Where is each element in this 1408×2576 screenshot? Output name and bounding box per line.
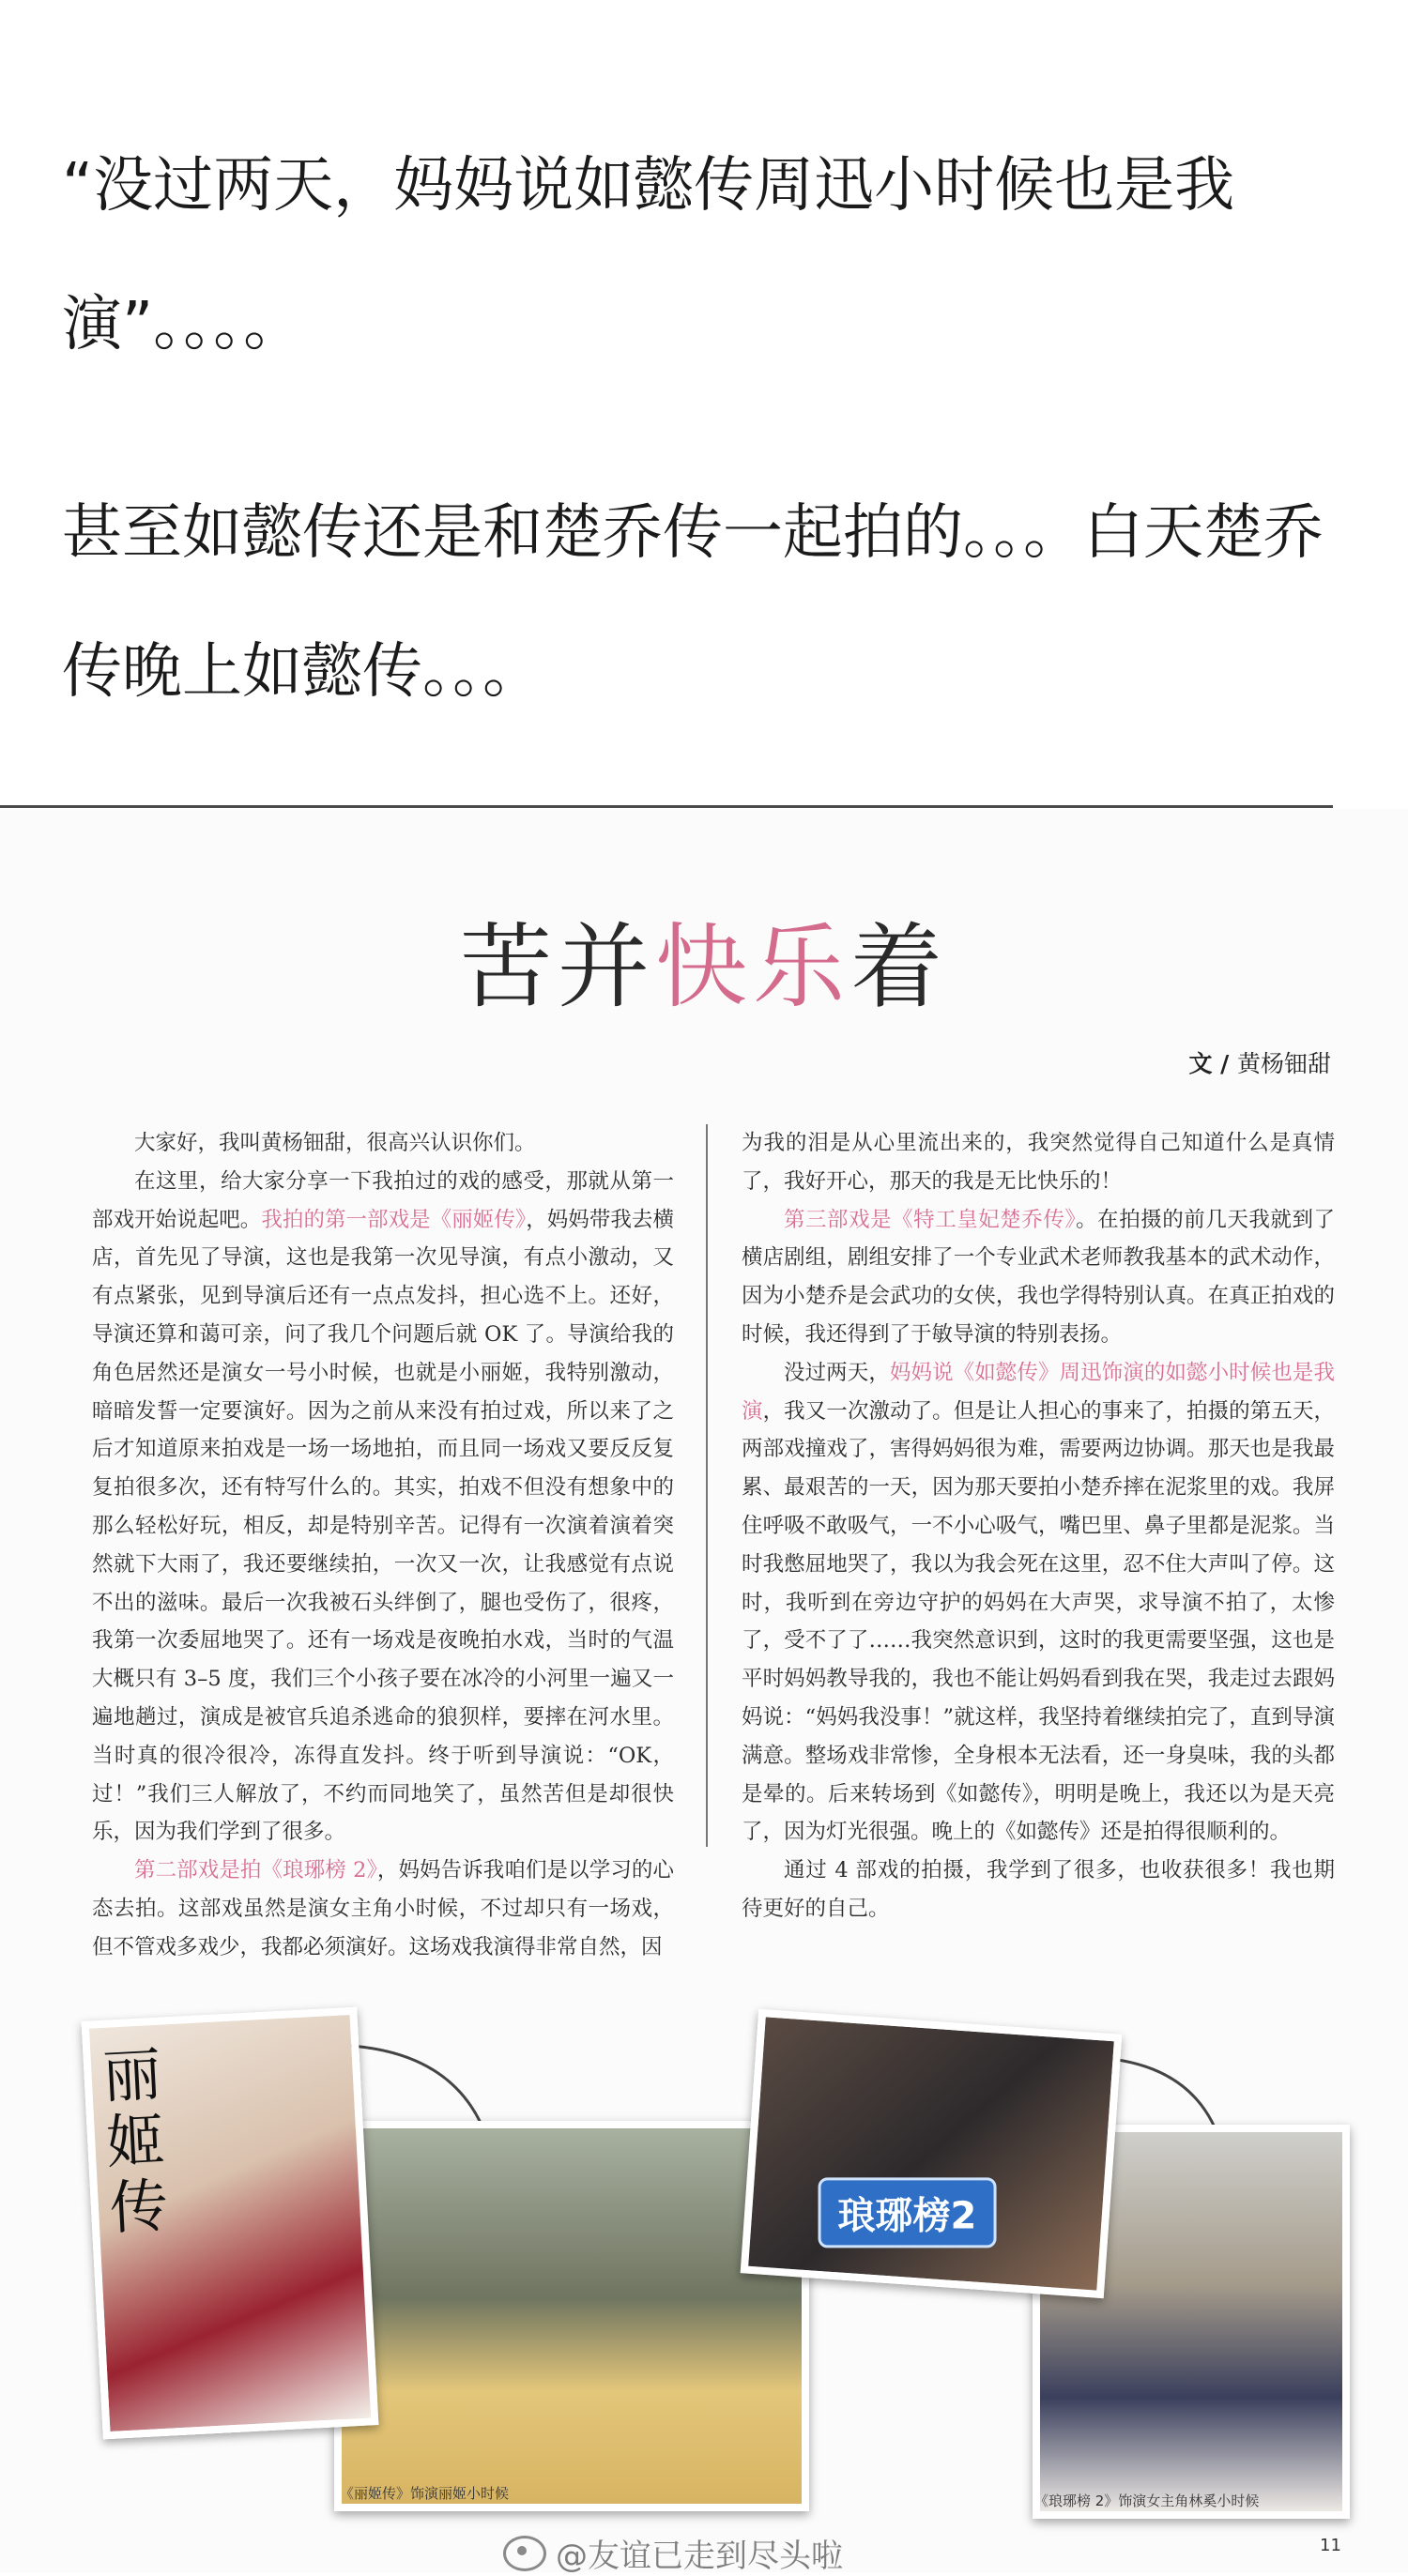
byline-prefix: 文 / bbox=[1188, 1050, 1237, 1077]
watermark-text: @友谊已走到尽头啦 bbox=[556, 2538, 843, 2575]
right-p3-text-b: ，我又一次激动了。但是让人担心的事来了，拍摄的第五天，两部戏撞戏了，害得妈妈很为难，需要两边协调。那天也是我最累、最艰苦的一天，因为那天要拍小楚乔摔在泥浆里的戏。我屏住呼吸不敢吸气，一不小心吸气，嘴巴里、鼻子里都是泥浆。当时我憋屈地哭了，我以为我会死在这里，忍不住大声叫了停。这时，我听到在旁边守护的妈妈在大声哭，求导演不拍了，太惨了，受不了了……我突然意识到，这时的我更需要坚强，这也是平时妈妈教导我的，我也不能让妈妈看到我在哭，我走过去跟妈妈说：“妈妈我没事！”就这样，我坚持着继续拍完了，直到导演满意。整场戏非常惨，全身根本无法看，还一身臭味，我的头都是晕的。后来转场到《如懿传》，明明是晚上，我还以为是天亮了，因为灯光很强。晚上的《如懿传》还是拍得很顺利的。 bbox=[742, 1398, 1335, 1845]
title-part-3: 着 bbox=[850, 914, 949, 1021]
magazine-page-image[interactable] bbox=[0, 809, 1408, 2575]
photo-girl-costume bbox=[334, 2121, 809, 2511]
left-p3-text-b: ，妈妈告诉我咱们是以学习的心态去拍。这部戏虽然是演女主角小时候，不过却只有一场戏，但不管戏多戏少，我都必须演好。这场戏我演得非常自然，因 bbox=[92, 1858, 674, 1959]
cast-logo: 琅琊榜2 bbox=[819, 2177, 997, 2248]
right-p3-highlight: 妈妈说《如懿传》周迅饰演的如懿小时候也是我演 bbox=[742, 1360, 1335, 1424]
left-p2-text-b: ，妈妈带我去横店，首先见了导演，这也是我第一次见导演，有点小激动，又有点紧张，见到导演后还有一点点发抖，担心选不上。还好，导演还算和蔼可亲，问了我几个问题后就 OK 了。导演给我的角色居然还是演女一号小时候，也就是小丽姬，我特别激动，暗暗发誓一定要演好。因为之前从来没有拍过戏，所以来了之后才知道原来拍戏是一场一场地拍，而且同一场戏又要反反复复拍很多次，还有特写什么的。其实，拍戏不但没有想象中的那么轻松好玩，相反，却是特别辛苦。记得有一次演着演着突然就下大雨了，我还要继续拍，一次又一次，让我感觉有点说不出的滋味。最后一次我被石头绊倒了，腿也受伤了，很疼，我第一次委屈地哭了。还有一场戏是夜晚拍水戏，当时的气温大概只有 3–5 度，我们三个小孩子要在冰冷的小河里一遍又一遍地趟过，演成是被官兵追杀逃命的狼狈样，要摔在河水里。当时真的很冷很冷，冻得直发抖。终于听到导演说：“OK，过！”我们三人解放了，不约而同地笑了，虽然苦但是却很快乐，因为我们学到了很多。 bbox=[92, 1207, 674, 1845]
photo-cast-poster bbox=[741, 2009, 1123, 2298]
post-paragraph-2: 甚至如懿传还是和楚乔传一起拍的。。。白天楚乔传晚上如懿传。。。 bbox=[62, 498, 1324, 707]
left-paragraph-1: 大家好，我叫黄杨钿甜，很高兴认识你们。 bbox=[134, 1131, 536, 1155]
caption-left: 《丽姬传》饰演丽姬小时候 bbox=[340, 2485, 510, 2502]
section-divider bbox=[0, 805, 1333, 808]
right-paragraph-4: 通过 4 部戏的拍摄，我学到了很多，也收获很多！我也期待更好的自己。 bbox=[742, 1858, 1335, 1921]
page-number: 11 bbox=[1320, 2536, 1341, 2555]
right-paragraph-1: 为我的泪是从心里流出来的，我突然觉得自己知道什么是真情了，我好开心，那天的我是无比快乐的！ bbox=[742, 1131, 1335, 1194]
byline-author: 黄杨钿甜 bbox=[1236, 1050, 1331, 1077]
weibo-post-text bbox=[0, 0, 1408, 807]
photo-drama-poster bbox=[82, 2007, 379, 2440]
title-part-2: 快乐 bbox=[654, 914, 850, 1021]
post-paragraph-1: “没过两天，妈妈说如懿传周迅小时候也是我演”。。。。 bbox=[62, 151, 1235, 359]
weibo-logo-icon bbox=[503, 2536, 546, 2571]
right-p2-text-b: 。在拍摄的前几天我就到了横店剧组，剧组安排了一个专业武术老师教我基本的武术动作，因为小楚乔是会武功的女侠，我也学得特别认真。在真正拍戏的时候，我还得到了于敏导演的特别表扬。 bbox=[742, 1207, 1335, 1347]
title-part-1: 苦并 bbox=[459, 914, 655, 1021]
left-p2-text-a: 在这里，给大家分享一下我拍过的戏的感受，那就从第一部戏开始说起吧。 bbox=[92, 1168, 674, 1232]
caption-right: 《琅琊榜 2》饰演女主角林奚小时候 bbox=[1034, 2492, 1260, 2509]
weibo-watermark bbox=[503, 2530, 843, 2576]
right-p3-text-a: 没过两天， bbox=[784, 1360, 890, 1385]
right-p2-highlight: 第三部戏是《特工皇妃楚乔传》 bbox=[784, 1207, 1077, 1232]
poster-title: 丽姬传 bbox=[100, 2039, 170, 2243]
left-p3-highlight: 第二部戏是拍《琅琊榜 2》 bbox=[134, 1858, 377, 1883]
left-p2-highlight: 我拍的第一部戏是《丽姬传》 bbox=[261, 1207, 527, 1232]
